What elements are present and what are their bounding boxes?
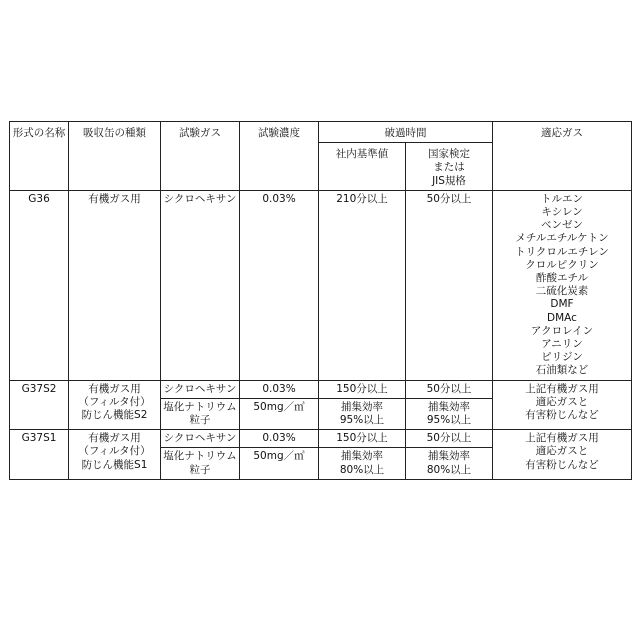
g37s2-test-gas-2: 塩化ナトリウム 粒子 (161, 398, 240, 429)
g36-test-gas: シクロヘキサン (161, 190, 240, 380)
g37s1-test-gas-2: 塩化ナトリウム 粒子 (161, 448, 240, 479)
g37s1-applicable-gases: 上記有機ガス用 適応ガスと 有害粉じんなど (493, 430, 632, 480)
g37s1-concentration-1: 0.03% (240, 430, 319, 448)
g36-model: G36 (10, 190, 69, 380)
g37s1-internal-standard-2: 捕集効率 80%以上 (319, 448, 406, 479)
g37s2-test-gas-1: シクロヘキサン (161, 380, 240, 398)
g37s2-internal-standard-2: 捕集効率 95%以上 (319, 398, 406, 429)
header-applicable-gas: 適応ガス (493, 122, 632, 191)
g37s2-national-standard-2: 捕集効率 95%以上 (406, 398, 493, 429)
g37s1-internal-standard-1: 150分以上 (319, 430, 406, 448)
header-model: 形式の名称 (10, 122, 69, 191)
g36-concentration: 0.03% (240, 190, 319, 380)
g36-national-standard: 50分以上 (406, 190, 493, 380)
header-canister-type: 吸収缶の種類 (69, 122, 161, 191)
g37s1-test-gas-1: シクロヘキサン (161, 430, 240, 448)
g37s2-national-standard-1: 50分以上 (406, 380, 493, 398)
header-row (10, 122, 632, 143)
table-row-g37s2 (10, 380, 632, 398)
header-test-concentration: 試験濃度 (240, 122, 319, 191)
g37s2-internal-standard-1: 150分以上 (319, 380, 406, 398)
g36-internal-standard: 210分以上 (319, 190, 406, 380)
g37s1-national-standard-2: 捕集効率 80%以上 (406, 448, 493, 479)
g36-type: 有機ガス用 (69, 190, 161, 380)
header-test-gas: 試験ガス (161, 122, 240, 191)
g37s2-concentration-2: 50mg／㎥ (240, 398, 319, 429)
header-internal-standard: 社内基準値 (319, 143, 406, 191)
table-row-g37s1 (10, 430, 632, 448)
g37s2-type: 有機ガス用 （フィルタ付） 防じん機能S2 (69, 380, 161, 430)
g37s2-model: G37S2 (10, 380, 69, 430)
header-national-standard: 国家検定 または JIS規格 (406, 143, 493, 191)
header-breakthrough-time: 破過時間 (319, 122, 493, 143)
canister-spec-table (9, 121, 632, 480)
g37s1-concentration-2: 50mg／㎥ (240, 448, 319, 479)
table-row-g36 (10, 190, 632, 380)
g37s1-model: G37S1 (10, 430, 69, 480)
g37s1-type: 有機ガス用 （フィルタ付） 防じん機能S1 (69, 430, 161, 480)
g36-applicable-gases: トルエン キシレン ベンゼン メチルエチルケトン トリクロルエチレン クロルピクリン 酢酸エチル 二硫化炭素 DMF DMAc アクロレイン アニリン ピリジン 石油類など (493, 190, 632, 380)
g37s2-concentration-1: 0.03% (240, 380, 319, 398)
g37s1-national-standard-1: 50分以上 (406, 430, 493, 448)
g37s2-applicable-gases: 上記有機ガス用 適応ガスと 有害粉じんなど (493, 380, 632, 430)
